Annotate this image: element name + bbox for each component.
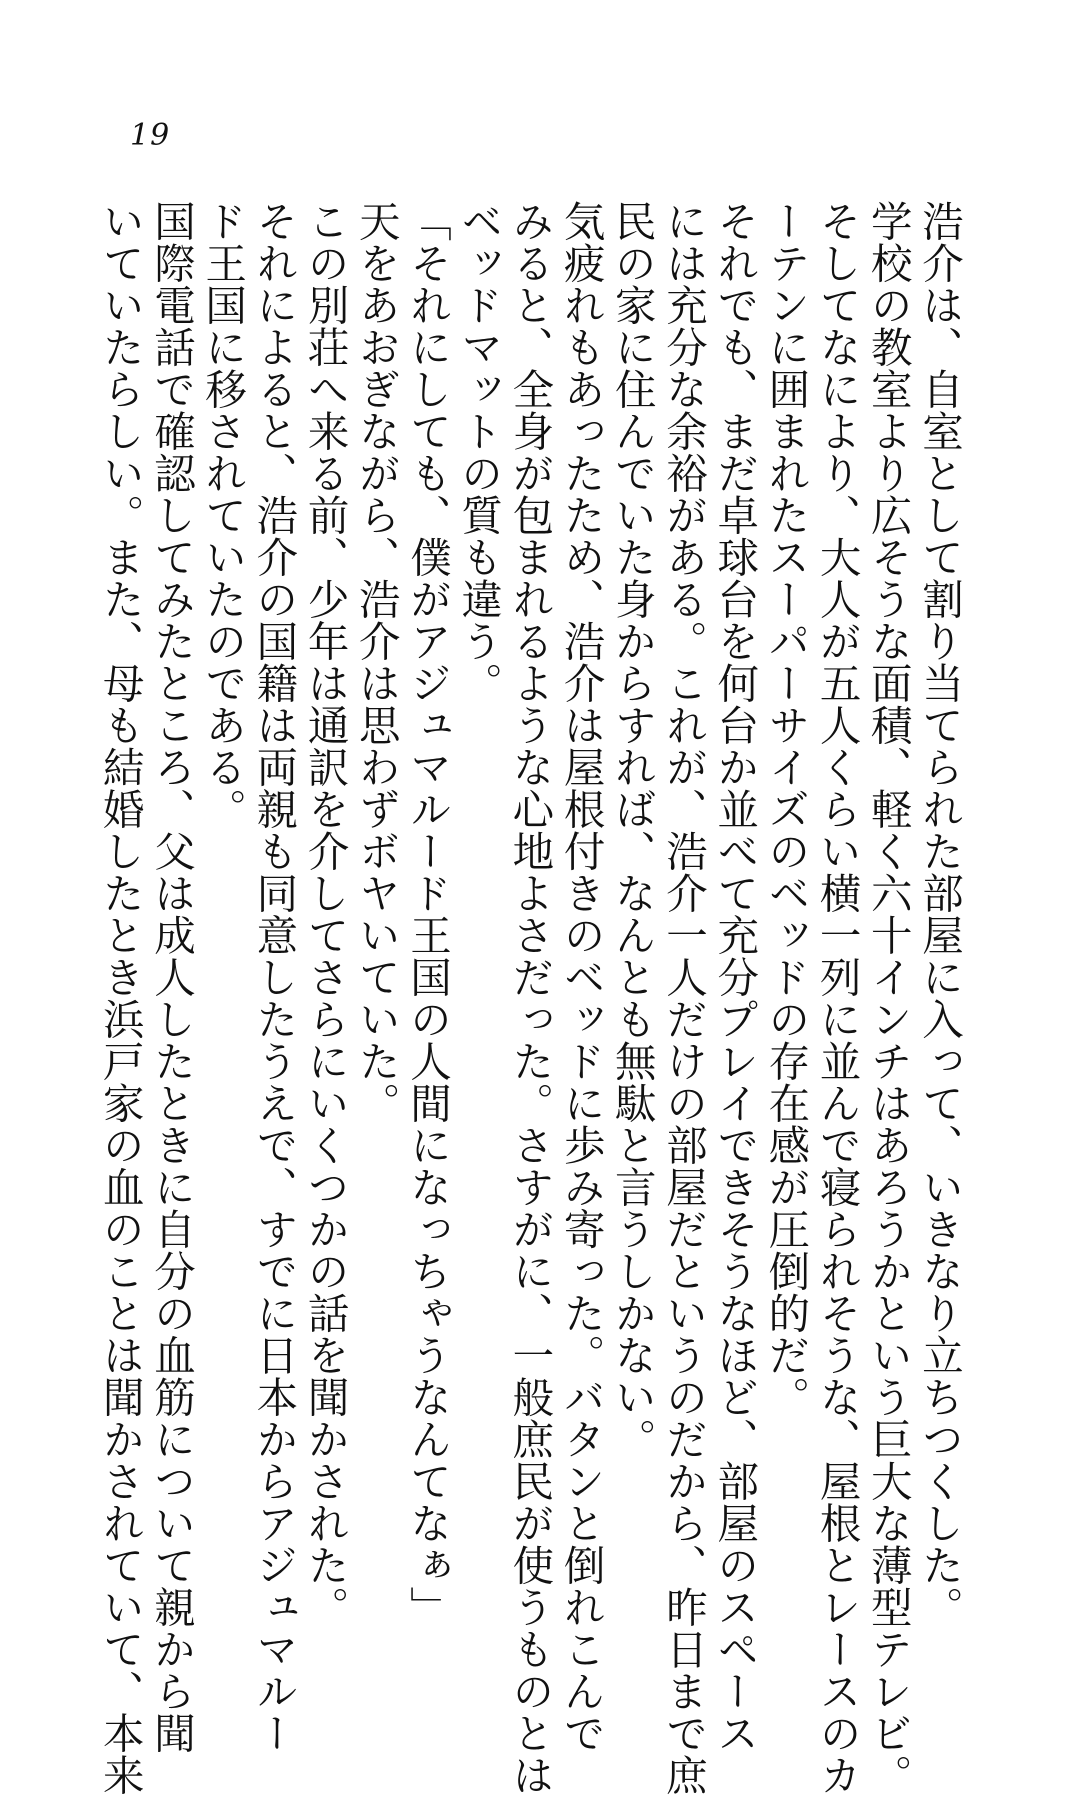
text-line: ド王国に移されていたのである。 — [198, 200, 248, 830]
text-line: 浩介は、自室として割り当てられた部屋に入って、いきなり立ちつくした。 — [915, 200, 964, 1628]
text-line: ーテンに囲まれたスーパーサイズのベッドの存在感が圧倒的だ。 — [761, 200, 811, 1418]
body-text — [95, 200, 965, 1796]
text-line: いていたらしい。また、母も結婚したとき浜戸家の血のことは聞かされていて、本来 — [95, 200, 145, 1796]
text-line: それでも、まだ卓球台を何台か並べて充分プレイできそうなほど、部屋のスペース — [710, 200, 760, 1754]
text-line: 気疲れもあったため、浩介は屋根付きのベッドに歩み寄った。バタンと倒れこんで — [556, 200, 606, 1754]
text-line: 「それにしても、僕がアジュマルード王国の人間になっちゃうなんてなぁ」 — [402, 200, 452, 1628]
text-line: ベッドマットの質も違う。 — [454, 200, 504, 704]
text-line: 天をあおぎながら、浩介は思わずボヤいていた。 — [351, 200, 401, 1124]
text-line: この別荘へ来る前、少年は通訳を介してさらにいくつかの話を聞かされた。 — [300, 200, 350, 1628]
text-line: そしてなにより、大人が五人くらい横一列に並んで寝られそうな、屋根とレースのカ — [812, 200, 862, 1796]
text-line: それによると、浩介の国籍は両親も同意したうえで、すでに日本からアジュマルー — [249, 200, 299, 1754]
text-line: 民の家に住んでいた身からすれば、なんとも無駄と言うしかない。 — [607, 200, 657, 1460]
page-number: 19 — [130, 118, 171, 153]
text-line: 国際電話で確認してみたところ、父は成人したときに自分の血筋について親から聞 — [146, 200, 196, 1754]
text-line: には充分な余裕がある。これが、浩介一人だけの部屋だというのだから、昨日まで庶 — [658, 200, 708, 1796]
text-line: 学校の教室より広そうな面積、軽く六十インチはあろうかという巨大な薄型テレビ。 — [863, 200, 913, 1796]
text-line: みると、全身が包まれるような心地よさだった。さすがに、一般庶民が使うものとは — [505, 200, 555, 1796]
